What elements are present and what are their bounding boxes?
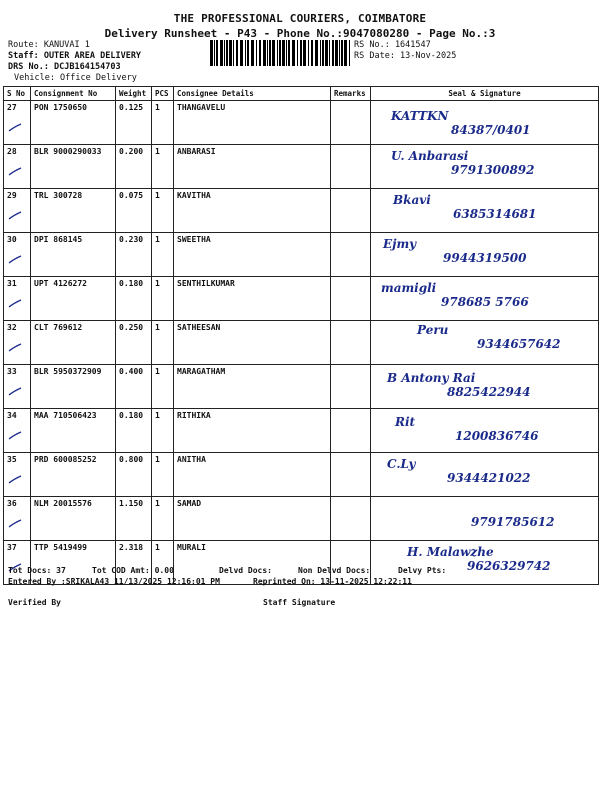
barcode-bar <box>344 40 347 66</box>
signature-cell <box>371 233 599 277</box>
document-title: THE PROFESSIONAL COURIERS, COIMBATORE <box>173 12 427 25</box>
pieces-cell-text: 1 <box>155 279 160 288</box>
barcode-bar <box>279 40 281 66</box>
remarks-cell <box>331 321 371 365</box>
tick-mark-icon <box>8 519 22 529</box>
weight-cell <box>116 233 152 277</box>
signature-cell <box>371 277 599 321</box>
table-row <box>4 101 599 145</box>
weight-cell-text: 0.075 <box>119 191 144 200</box>
weight-cell <box>116 145 152 189</box>
column-header: Consignee Details <box>174 87 331 101</box>
weight-cell-text: 0.200 <box>119 147 144 156</box>
consignment-number-cell <box>31 145 116 189</box>
signature-cell <box>371 321 599 365</box>
pieces-cell-text: 1 <box>155 235 160 244</box>
signature-cell <box>371 189 599 233</box>
column-header: Seal & Signature <box>371 87 599 101</box>
total-cod-amount: Tot COD Amt: 0.00 <box>92 566 174 575</box>
consignee-cell-text: ANBARASI <box>177 147 216 156</box>
pieces-cell-text: 1 <box>155 455 160 464</box>
barcode-bar <box>210 40 213 66</box>
serial-number-cell-text: 32 <box>7 323 17 332</box>
handwritten-signature: Ejmy <box>383 237 417 251</box>
serial-number-cell-text: 31 <box>7 279 17 288</box>
handwritten-signature: C.Ly <box>387 457 416 471</box>
consignee-cell-text: KAVITHA <box>177 191 211 200</box>
barcode-bar <box>226 40 228 66</box>
serial-number-cell <box>4 101 31 145</box>
serial-number-cell <box>4 321 31 365</box>
runsheet-table <box>3 86 599 585</box>
consignee-cell <box>174 497 331 541</box>
tick-mark-icon <box>8 299 22 309</box>
consignee-cell <box>174 233 331 277</box>
serial-number-cell <box>4 189 31 233</box>
weight-cell <box>116 453 152 497</box>
barcode-bar <box>282 40 285 66</box>
pieces-cell-text: 1 <box>155 411 160 420</box>
pieces-cell <box>152 497 174 541</box>
barcode-bar <box>240 40 243 66</box>
barcode-bar <box>256 40 257 66</box>
signature-cell <box>371 101 599 145</box>
barcode-bar <box>300 40 302 66</box>
serial-number-cell-text: 28 <box>7 147 17 156</box>
consignment-number-cell <box>31 189 116 233</box>
handwritten-signature: H. Malawzhe <box>407 545 494 559</box>
pieces-cell-text: 1 <box>155 191 160 200</box>
barcode-bar <box>216 40 218 66</box>
tick-mark-icon <box>8 431 22 441</box>
pieces-cell <box>152 189 174 233</box>
staff-label: Staff: OUTER AREA DELIVERY <box>8 51 142 61</box>
serial-number-cell <box>4 497 31 541</box>
column-header: S No <box>4 87 31 101</box>
handwritten-phone-number: 9791300892 <box>451 163 535 177</box>
pieces-cell-text: 1 <box>155 103 160 112</box>
weight-cell <box>116 497 152 541</box>
handwritten-signature: Bkavi <box>393 193 431 207</box>
tick-mark-icon <box>8 343 22 353</box>
weight-cell-text: 0.230 <box>119 235 144 244</box>
signature-cell <box>371 365 599 409</box>
reprinted-on: Reprinted On: 13-11-2025 12:22:11 <box>253 577 412 586</box>
table-row <box>4 453 599 497</box>
table-header-row <box>4 87 599 101</box>
column-header: Consignment No <box>31 87 116 101</box>
drs-number: DRS No.: DCJB164154703 <box>8 62 121 72</box>
verified-by-label: Verified By <box>8 598 61 607</box>
consignee-cell <box>174 365 331 409</box>
consignment-number-cell-text: MAA 710506423 <box>34 411 97 420</box>
barcode <box>210 40 350 66</box>
barcode-bar <box>272 40 275 66</box>
tick-mark-icon <box>8 387 22 397</box>
barcode-bar <box>267 40 268 66</box>
handwritten-phone-number: 9791785612 <box>471 515 555 529</box>
tick-mark-icon <box>8 475 22 485</box>
barcode-bar <box>292 40 295 66</box>
remarks-cell <box>331 497 371 541</box>
weight-cell-text: 0.180 <box>119 279 144 288</box>
column-header: Remarks <box>331 87 371 101</box>
serial-number-cell <box>4 145 31 189</box>
weight-cell <box>116 189 152 233</box>
consignment-number-cell <box>31 497 116 541</box>
consignee-cell-text: SATHEESAN <box>177 323 221 332</box>
remarks-cell <box>331 189 371 233</box>
consignee-cell-text: MARAGATHAM <box>177 367 226 376</box>
weight-cell-text: 0.125 <box>119 103 144 112</box>
handwritten-phone-number: 8825422944 <box>447 385 531 399</box>
handwritten-phone-number: 9944319500 <box>443 251 527 265</box>
remarks-cell <box>331 233 371 277</box>
table-row <box>4 277 599 321</box>
handwritten-phone-number: 9344657642 <box>477 337 561 351</box>
rs-date: RS Date: 13-Nov-2025 <box>354 51 457 61</box>
pieces-cell <box>152 365 174 409</box>
signature-cell <box>371 409 599 453</box>
pieces-cell <box>152 233 174 277</box>
barcode-bar <box>214 40 215 66</box>
handwritten-phone-number: 978685 5766 <box>441 295 529 309</box>
weight-cell-text: 0.400 <box>119 367 144 376</box>
tick-mark-icon <box>8 167 22 177</box>
serial-number-cell-text: 36 <box>7 499 17 508</box>
handwritten-phone-number: 9344421022 <box>447 471 531 485</box>
table-row <box>4 365 599 409</box>
consignee-cell-text: ANITHA <box>177 455 206 464</box>
table-row <box>4 145 599 189</box>
runsheet-subtitle: Delivery Runsheet - P43 - Phone No.:9047080280 - Page No.:3 <box>104 27 496 40</box>
table-row <box>4 409 599 453</box>
serial-number-cell-text: 37 <box>7 543 17 552</box>
barcode-bar <box>325 40 328 66</box>
consignment-number-cell-text: PRD 600085252 <box>34 455 97 464</box>
pieces-cell-text: 1 <box>155 323 160 332</box>
pieces-cell <box>152 277 174 321</box>
pieces-cell <box>152 145 174 189</box>
consignee-cell-text: SWEETHA <box>177 235 211 244</box>
serial-number-cell-text: 27 <box>7 103 17 112</box>
table-row <box>4 497 599 541</box>
non-delivered-docs: Non Delvd Docs: <box>298 566 371 575</box>
barcode-bar <box>286 40 287 66</box>
consignee-cell <box>174 321 331 365</box>
signature-cell <box>371 145 599 189</box>
total-docs: Tot Docs: 37 <box>8 566 66 575</box>
consignee-cell <box>174 277 331 321</box>
consignee-cell-text: RITHIKA <box>177 411 211 420</box>
weight-cell-text: 1.150 <box>119 499 144 508</box>
pieces-cell <box>152 453 174 497</box>
remarks-cell <box>331 101 371 145</box>
barcode-bar <box>236 40 238 66</box>
consignment-number-cell <box>31 321 116 365</box>
weight-cell-text: 0.250 <box>119 323 144 332</box>
staff-signature-label: Staff Signature <box>263 598 336 607</box>
consignment-number-cell-text: PON 1750650 <box>34 103 87 112</box>
remarks-cell <box>331 409 371 453</box>
barcode-bar <box>320 40 321 66</box>
weight-cell <box>116 101 152 145</box>
pieces-cell-text: 1 <box>155 147 160 156</box>
serial-number-cell <box>4 409 31 453</box>
remarks-cell <box>331 277 371 321</box>
handwritten-signature: Rit <box>395 415 416 429</box>
barcode-bar <box>263 40 266 66</box>
tick-mark-icon <box>8 255 22 265</box>
vehicle-label: Vehicle: Office Delivery <box>14 73 137 83</box>
barcode-bar <box>269 40 271 66</box>
serial-number-cell <box>4 277 31 321</box>
column-header: PCS <box>152 87 174 101</box>
consignee-cell <box>174 409 331 453</box>
consignee-cell-text: THANGAVELU <box>177 103 226 112</box>
barcode-bar <box>297 40 298 66</box>
weight-cell <box>116 409 152 453</box>
barcode-bar <box>332 40 334 66</box>
signature-cell <box>371 453 599 497</box>
barcode-bar <box>315 40 318 66</box>
consignment-number-cell-text: NLM 20015576 <box>34 499 92 508</box>
barcode-bar <box>247 40 249 66</box>
pieces-cell <box>152 321 174 365</box>
pieces-cell <box>152 101 174 145</box>
consignee-cell <box>174 101 331 145</box>
remarks-cell <box>331 453 371 497</box>
rs-number: RS No.: 1641547 <box>354 40 431 50</box>
barcode-bar <box>349 40 350 66</box>
consignment-number-cell-text: TRL 300728 <box>34 191 83 200</box>
handwritten-signature: U. Anbarasi <box>391 149 469 163</box>
barcode-bar <box>259 40 261 66</box>
serial-number-cell-text: 35 <box>7 455 17 464</box>
weight-cell-text: 2.318 <box>119 543 144 552</box>
consignment-number-cell-text: TTP 5419499 <box>34 543 87 552</box>
consignment-number-cell-text: UPT 4126272 <box>34 279 87 288</box>
barcode-bar <box>329 40 330 66</box>
consignment-number-cell <box>31 365 116 409</box>
barcode-bar <box>245 40 246 66</box>
barcode-bar <box>335 40 338 66</box>
delivery-points: Delvy Pts: <box>398 566 447 575</box>
signature-cell <box>371 497 599 541</box>
barcode-bar <box>220 40 223 66</box>
consignment-number-cell-text: CLT 769612 <box>34 323 83 332</box>
handwritten-phone-number: 1200836746 <box>455 429 539 443</box>
consignment-number-cell <box>31 409 116 453</box>
table-row <box>4 189 599 233</box>
barcode-bar <box>251 40 254 66</box>
weight-cell <box>116 365 152 409</box>
barcode-bar <box>277 40 278 66</box>
tick-mark-icon <box>8 123 22 133</box>
remarks-cell <box>331 145 371 189</box>
delivered-docs: Delvd Docs: <box>219 566 272 575</box>
barcode-bar <box>303 40 306 66</box>
consignment-number-cell <box>31 101 116 145</box>
consignment-number-cell-text: BLR 9000290033 <box>34 147 102 156</box>
consignment-number-cell <box>31 233 116 277</box>
serial-number-cell-text: 30 <box>7 235 17 244</box>
barcode-bar <box>288 40 290 66</box>
handwritten-phone-number: 6385314681 <box>453 207 537 221</box>
barcode-bar <box>322 40 324 66</box>
barcode-bar <box>233 40 234 66</box>
pieces-cell <box>152 409 174 453</box>
barcode-bar <box>308 40 309 66</box>
consignee-cell-text: SENTHILKUMAR <box>177 279 235 288</box>
barcode-bar <box>339 40 340 66</box>
serial-number-cell <box>4 365 31 409</box>
handwritten-signature: KATTKN <box>391 109 449 123</box>
serial-number-cell-text: 33 <box>7 367 17 376</box>
serial-number-cell <box>4 233 31 277</box>
remarks-cell <box>331 365 371 409</box>
column-header: Weight <box>116 87 152 101</box>
entered-by: Entered By :SRIKALA43 11/13/2025 12:16:01 PM <box>8 577 220 586</box>
barcode-bar <box>341 40 343 66</box>
barcode-bar <box>229 40 232 66</box>
table-row <box>4 233 599 277</box>
weight-cell-text: 0.180 <box>119 411 144 420</box>
tick-mark-icon <box>8 211 22 221</box>
consignment-number-cell-text: BLR 5950372909 <box>34 367 102 376</box>
consignee-cell <box>174 145 331 189</box>
table-row <box>4 321 599 365</box>
consignee-cell <box>174 189 331 233</box>
weight-cell <box>116 321 152 365</box>
consignment-number-cell <box>31 453 116 497</box>
consignment-number-cell-text: DPI 868145 <box>34 235 83 244</box>
weight-cell <box>116 277 152 321</box>
consignee-cell-text: MURALI <box>177 543 206 552</box>
weight-cell-text: 0.800 <box>119 455 144 464</box>
serial-number-cell <box>4 453 31 497</box>
pieces-cell-text: 1 <box>155 543 160 552</box>
consignee-cell-text: SAMAD <box>177 499 202 508</box>
handwritten-signature: mamigli <box>381 281 437 295</box>
handwritten-phone-number: 84387/0401 <box>451 123 531 137</box>
pieces-cell-text: 1 <box>155 499 160 508</box>
handwritten-signature: B Antony Rai <box>387 371 476 385</box>
consignment-number-cell <box>31 277 116 321</box>
route-label: Route: KANUVAI 1 <box>8 40 90 50</box>
serial-number-cell-text: 29 <box>7 191 17 200</box>
barcode-bar <box>224 40 225 66</box>
consignee-cell <box>174 453 331 497</box>
serial-number-cell-text: 34 <box>7 411 17 420</box>
handwritten-phone-number: 9626329742 <box>467 559 551 573</box>
pieces-cell-text: 1 <box>155 367 160 376</box>
barcode-bar <box>311 40 313 66</box>
handwritten-signature: Peru <box>417 323 449 337</box>
